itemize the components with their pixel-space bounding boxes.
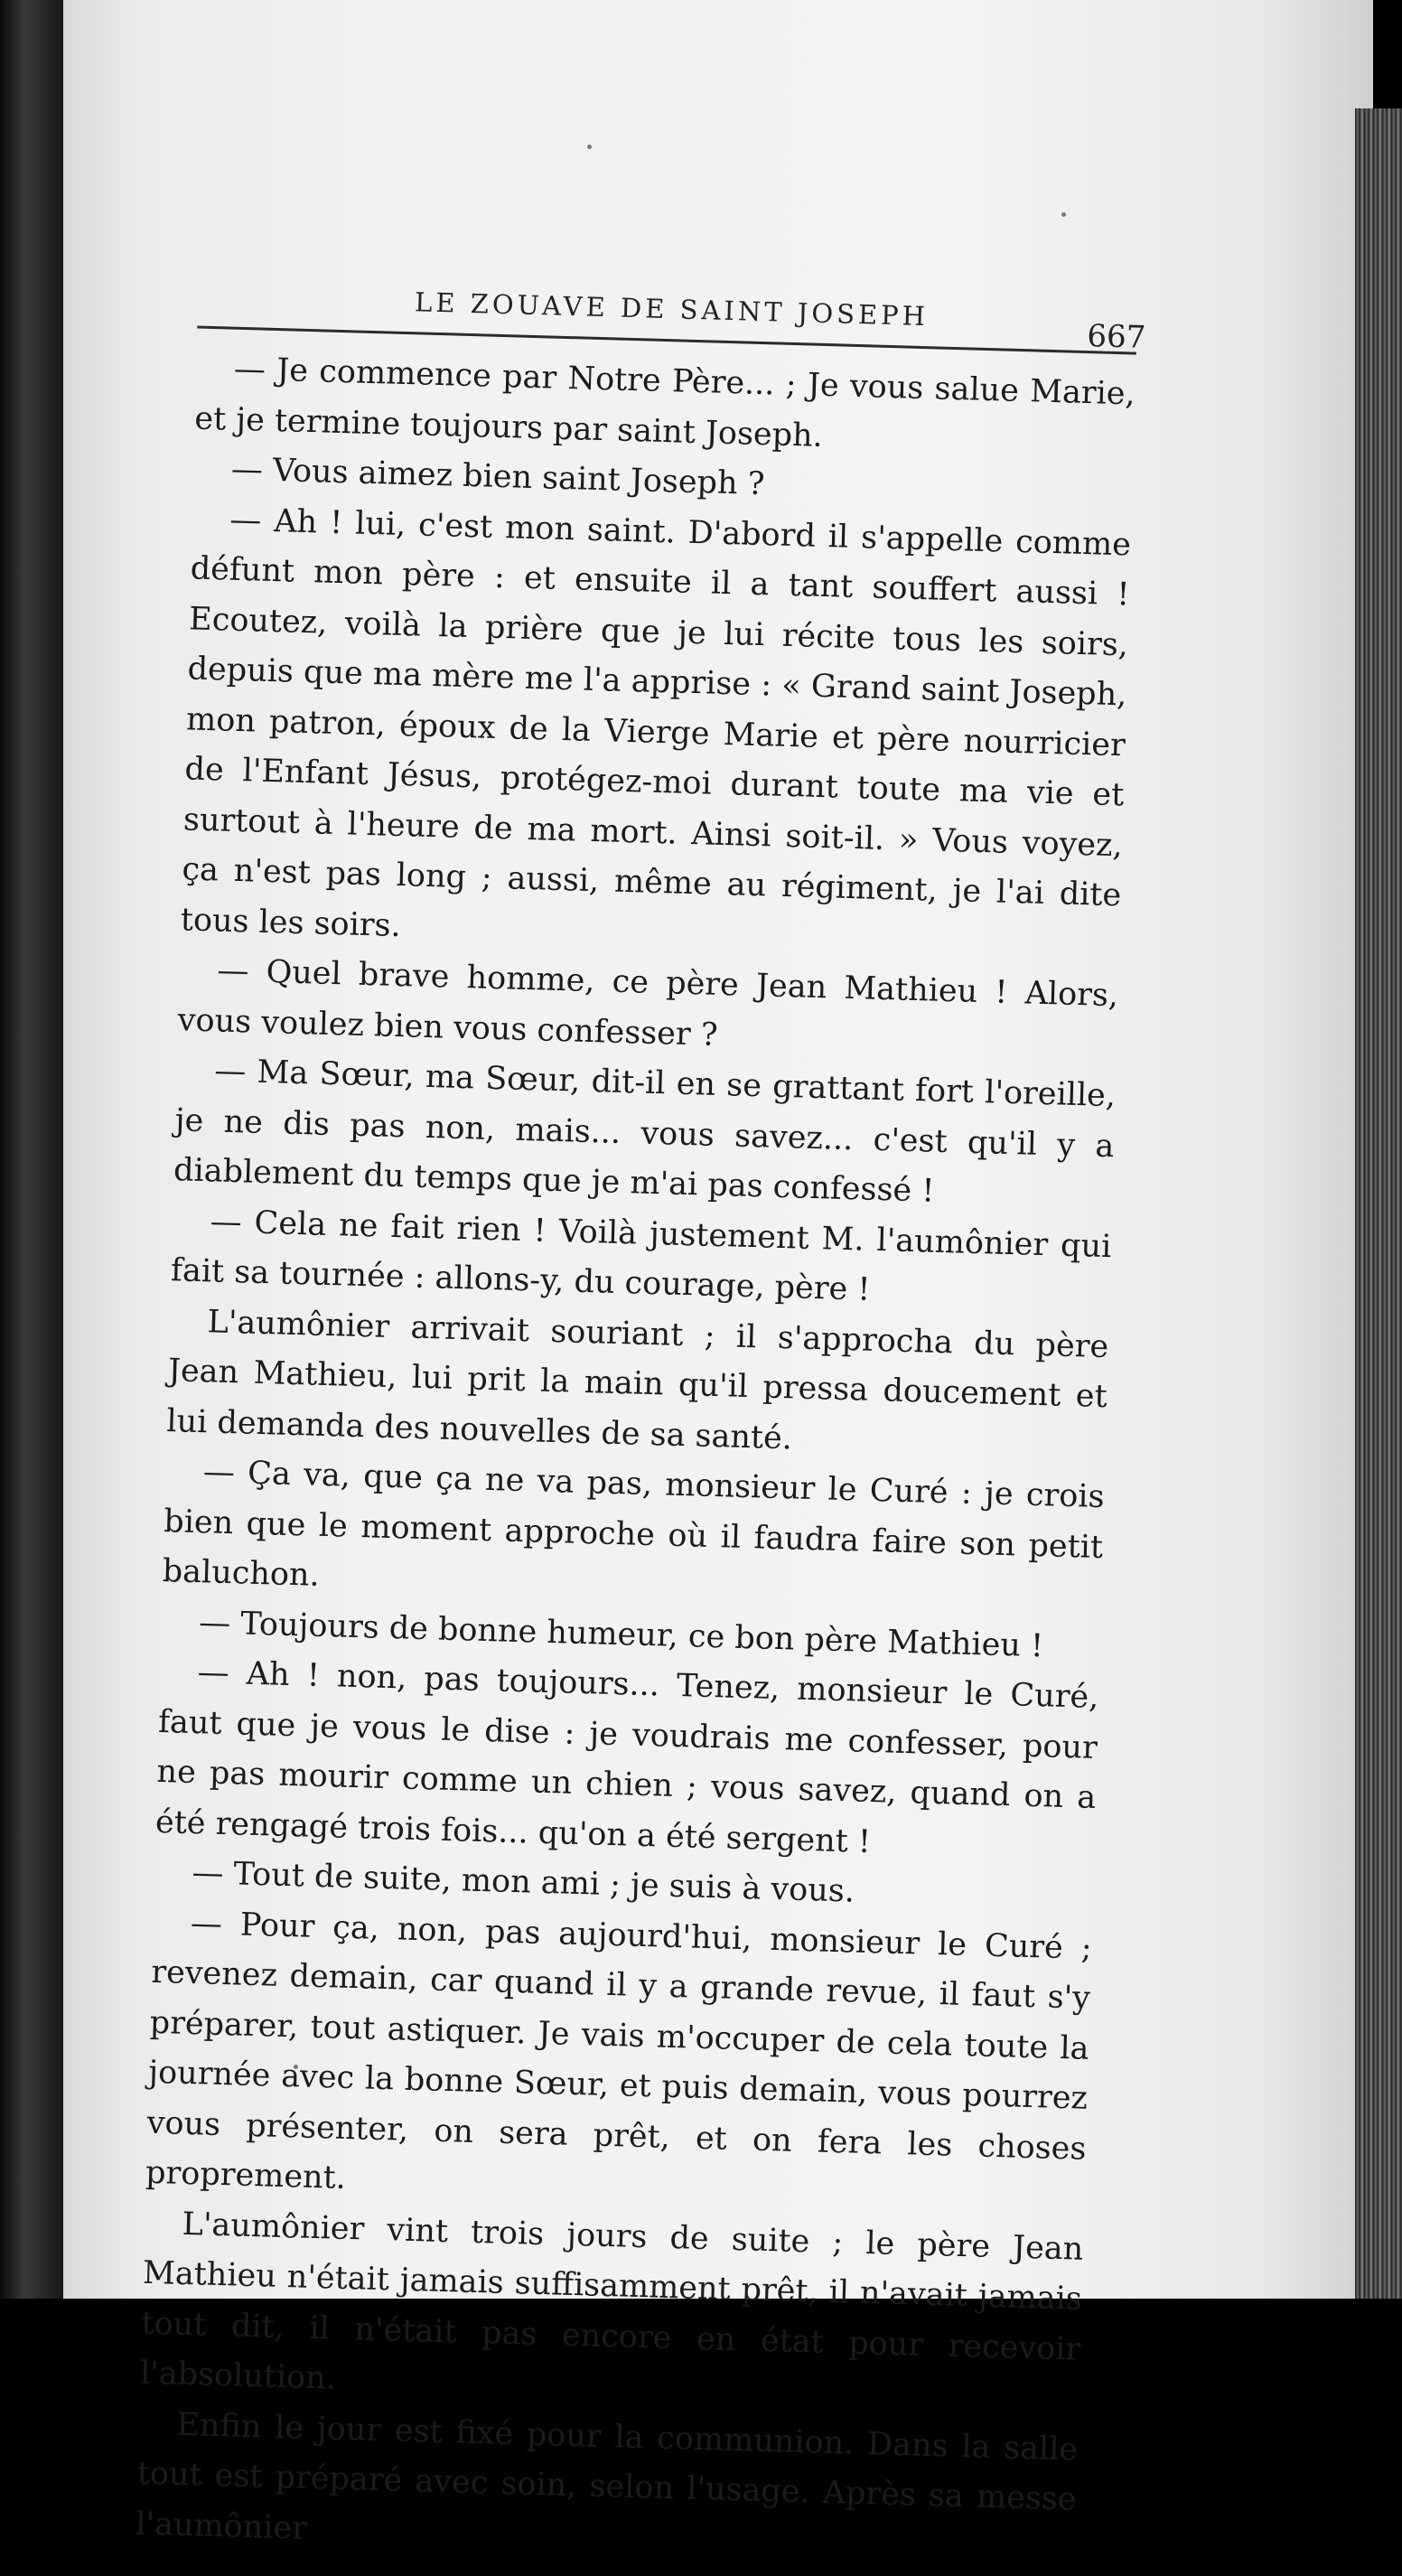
paragraph: — Pour ça, non, pas aujourd'hui, monsieur le Curé ; revenez demain, car quand il y a grande revue, il faut s'y préparer, tout astiquer. Je vais m'occuper de cela toute la journée avec la bonne Sœur, et puis demain, vous pourrez vous présenter, on sera prêt, et on fera les choses proprement. [145, 1905, 1093, 2197]
paragraph: L'aumônier vint trois jours de suite ; le père Jean Mathieu n'était jamais suffisamment prêt, il n'avait jamais tout dit, il n'était pas encore en état pour recevoir l'absolution. [139, 2206, 1084, 2397]
running-title: LE ZOUAVE DE SAINT JOSEPH [414, 286, 930, 333]
speck [587, 145, 592, 149]
paragraph: — Ah ! lui, c'est mon saint. D'abord il s'appelle comme défunt mon père : et ensuite il a tant souffert aussi ! Ecoutez, voilà la prière que je lui récite tous les soirs, depuis que ma mère me l'a apprise : « Grand saint Joseph, mon patron, époux de la Vierge Marie et père nourricier de l'Enfant Jésus, protégez-moi durant toute ma vie et surtout à l'heure de ma mort. Ainsi soit-il. » Vous voyez, ça n'est pas long ; aussi, même au régiment, je l'ai dite tous les soirs. [180, 501, 1132, 944]
paragraph: — Ah ! non, pas toujours... Tenez, monsieur le Curé, faut que je vous le dise : je voudrais me confesser, pour ne pas mourir comme un chien ; vous savez, quand on a été rengagé trois fois... qu'on a été sergent ! [154, 1654, 1099, 1860]
paragraph: Enfin le jour est fixé pour la communion. Dans la salle tout est préparé avec soin, selon l'usage. Après sa messe l'aumônier [135, 2406, 1079, 2547]
paragraph: — Ça va, que ça ne va pas, monsieur le Curé : je crois bien que le moment approche où il faudra faire son petit baluchon. [162, 1454, 1106, 1594]
paragraph: — Toujours de bonne humeur, ce bon père Mathieu ! [198, 1604, 1044, 1664]
paragraph: — Vous aimez bien saint Joseph ? [230, 451, 765, 503]
paragraph: — Quel brave homme, ce père Jean Mathieu ! Alors, vous voulez bien vous confesser ? [177, 952, 1119, 1054]
speck [1061, 212, 1066, 217]
body-text [136, 344, 1136, 2576]
paragraph: L'aumônier arrivait souriant ; il s'approcha du père Jean Mathieu, lui prit la main qu'il pressa doucement et lui demanda des nouvelles de sa santé. [165, 1303, 1109, 1457]
page-edges [1355, 108, 1402, 2299]
book-gutter [0, 0, 63, 2299]
text-block [131, 271, 1146, 2547]
paragraph: — Tout de suite, mon ami ; je suis à vous. [191, 1855, 855, 1910]
paragraph: — Ma Sœur, ma Sœur, dit-il en se grattant fort l'oreille, je ne dis pas non, mais... vous savez... c'est qu'il y a diablement du temps que je m'ai pas confessé ! [173, 1053, 1117, 1210]
paragraph: — Je commence par Notre Père... ; Je vous salue Marie, et je termine toujours par saint Joseph. [193, 351, 1136, 454]
page-number: 667 [1086, 318, 1146, 356]
paragraph: — Cela ne fait rien ! Voilà justement M. l'aumônier qui fait sa tournée : allons-y, du courage, père ! [170, 1203, 1112, 1308]
